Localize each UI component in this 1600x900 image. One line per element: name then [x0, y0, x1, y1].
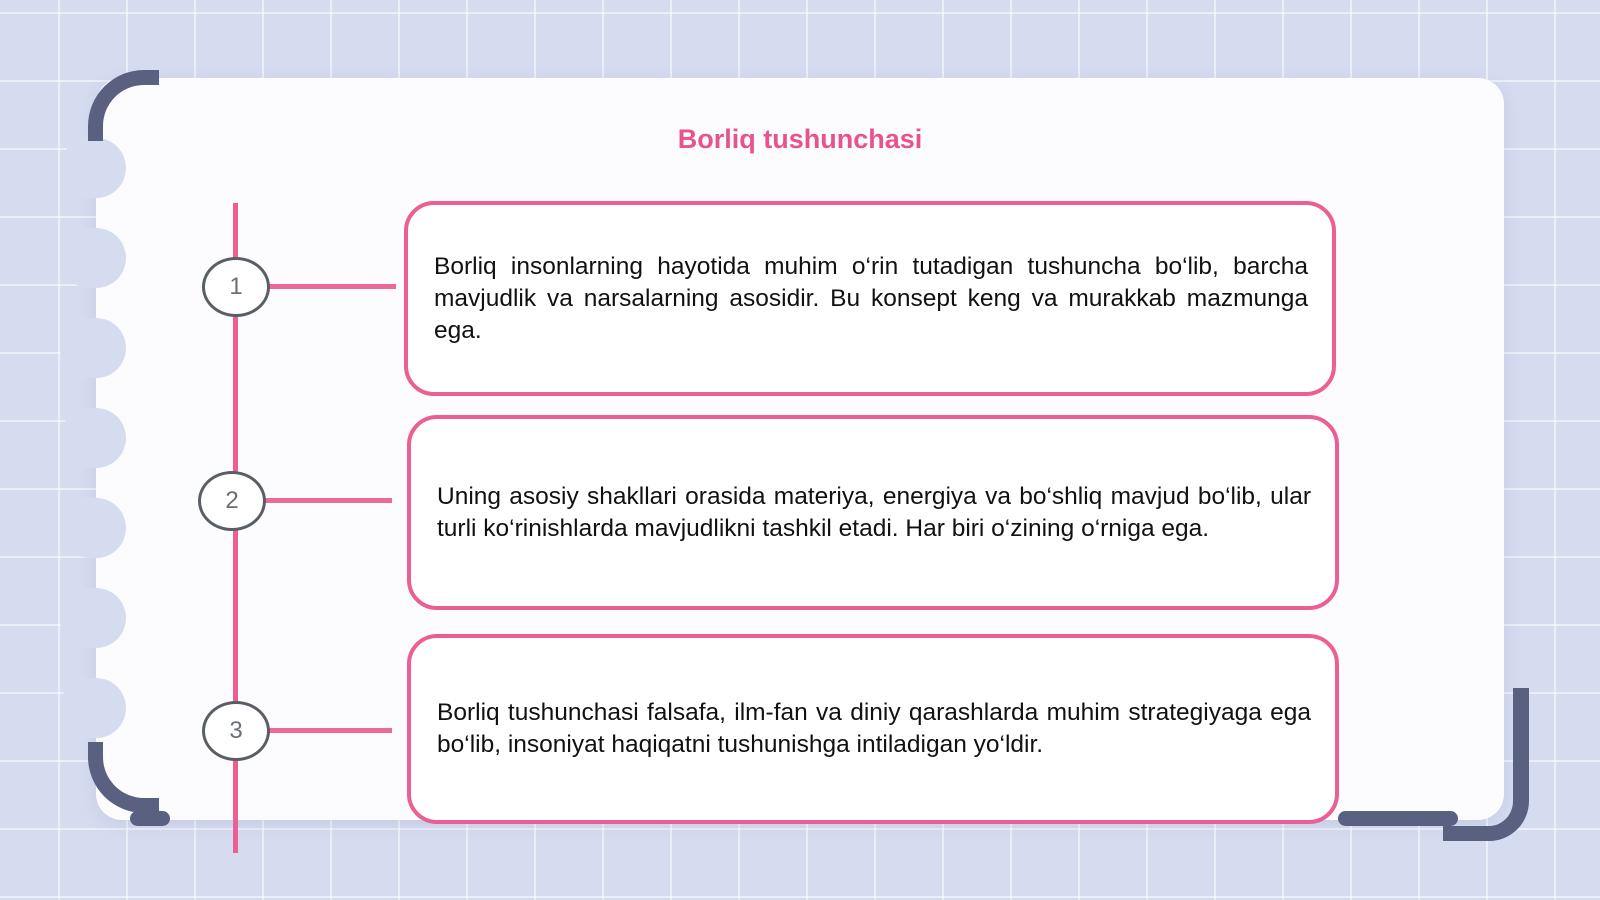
- slide-title: Borliq tushunchasi: [677, 124, 923, 154]
- card-text-1: Borliq insonlarning hayotida muhim o‘rin tutadigan tushuncha bo‘lib, barcha mavjudlik va narsalarning asosidir. Bu konsept keng va murakkab mazmunga ega.: [434, 252, 1308, 344]
- paper-notch: [60, 228, 126, 288]
- connector-line: [268, 728, 392, 733]
- frame-corner-bottom-left-tail: [130, 811, 170, 826]
- frame-corner-bottom-right-tail: [1338, 811, 1458, 826]
- paper-notch: [60, 408, 126, 468]
- paper-notch: [60, 588, 126, 648]
- paper-notch: [60, 318, 126, 378]
- connector-line: [264, 498, 392, 503]
- content-card-2: [407, 415, 1339, 610]
- card-text-3: Borliq tushunchasi falsafa, ilm-fan va diniy qarashlarda muhim strategiyaga ega bo‘lib, insoniyat haqiqatni tushunishga intiladigan yo‘ldir.: [437, 699, 1311, 758]
- step-number-3: 3: [202, 701, 270, 761]
- content-card-3: [407, 634, 1339, 824]
- paper-notch: [60, 498, 126, 558]
- content-card-1: [404, 201, 1336, 396]
- connector-line: [268, 284, 396, 289]
- step-number-1: 1: [202, 257, 270, 317]
- paper-notch: [60, 678, 126, 738]
- card-text-2: Uning asosiy shakllari orasida materiya, energiya va bo‘shliq mavjud bo‘lib, ular turli ko‘rinishlarda mavjudlikni tashkil etadi. Har biri o‘zining o‘rniga ega.: [437, 482, 1311, 542]
- step-number-2: 2: [198, 471, 266, 531]
